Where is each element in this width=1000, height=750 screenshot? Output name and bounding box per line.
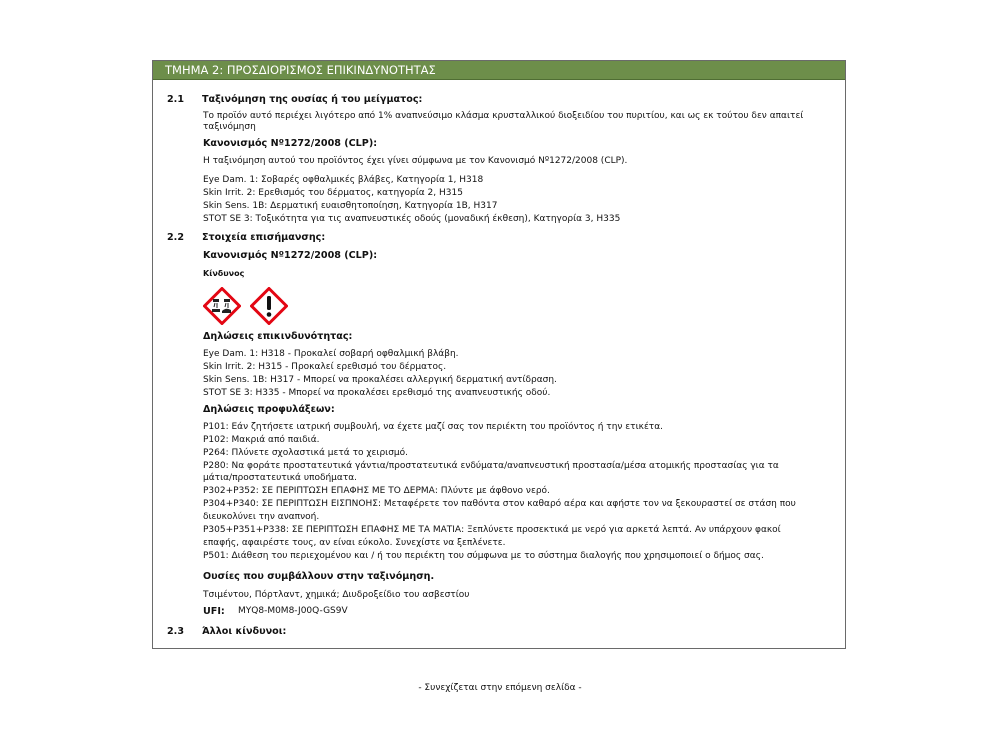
section-header: ΤΜΗΜΑ 2: ΠΡΟΣΔΙΟΡΙΣΜΟΣ ΕΠΙΚΙΝΔΥΝΟΤΗΤΑΣ <box>153 61 845 80</box>
ufi-label: UFI: <box>203 606 225 617</box>
precaution-statement: P280: Να φοράτε προστατευτικά γάντια/προστατευτικά ενδύματα/αναπνευστική προστασία/μέσα ατομικής προστασίας για τα <box>203 461 779 471</box>
precaution-statement: P101: Εάν ζητήσετε ιατρική συμβουλή, να έχετε μαζί σας τον περιέκτη του προϊόντος ή την ετικέτα. <box>203 422 664 432</box>
section-2-1-title: Ταξινόμηση της ουσίας ή του μείγματος: <box>202 94 423 105</box>
classification-item: Skin Irrit. 2: Ερεθισμός του δέρματος, κατηγορία 2, H315 <box>203 188 463 198</box>
precaution-statement: P304+P340: ΣΕ ΠΕΡΙΠΤΩΣΗ ΕΙΣΠΝΟΗΣ: Μεταφέρετε τον παθόντα στον καθαρό αέρα και αφήστε τον να ξεκουραστεί σε στάση που <box>203 499 796 509</box>
classification-item: Eye Dam. 1: Σοβαρές οφθαλμικές βλάβες, Κατηγορία 1, H318 <box>203 175 484 185</box>
document-frame <box>152 60 846 649</box>
precaution-statement: P102: Μακριά από παιδιά. <box>203 435 320 445</box>
precautionary-statements-title: Δηλώσεις προφυλάξεων: <box>203 404 335 415</box>
section-2-3-number: 2.3 <box>167 626 184 637</box>
classification-item: STOT SE 3: Τοξικότητα για τις αναπνευστικές οδούς (μοναδική έκθεση), Κατηγορία 3, H335 <box>203 214 621 224</box>
precaution-statement: P302+P352: ΣΕ ΠΕΡΙΠΤΩΣΗ ΕΠΑΦΗΣ ΜΕ ΤΟ ΔΕΡΜΑ: Πλύντε με άφθονο νερό. <box>203 486 550 496</box>
hazard-statement: Skin Sens. 1B: H317 - Μπορεί να προκαλέσει αλλεργική δερματική αντίδραση. <box>203 375 557 385</box>
hazard-statement: Skin Irrit. 2: H315 - Προκαλεί ερεθισμό του δέρματος. <box>203 362 447 372</box>
precaution-statement: P264: Πλύνετε σχολαστικά μετά το χειρισμό. <box>203 448 409 458</box>
ufi-value: MYQ8-M0M8-J00Q-GS9V <box>238 606 348 616</box>
precaution-statement: P501: Διάθεση του περιεχομένου και / ή του περιέκτη του σύμφωνα με το σύστημα διαλογής που χρησιμοποιεί ο δήμος σας. <box>203 551 764 561</box>
hazard-statement: Eye Dam. 1: H318 - Προκαλεί σοβαρή οφθαλμική βλάβη. <box>203 349 459 359</box>
hazard-statement: STOT SE 3: H335 - Μπορεί να προκαλέσει ερεθισμό της αναπνευστικής οδού. <box>203 388 551 398</box>
corrosion-icon <box>203 287 241 325</box>
section-2-2-number: 2.2 <box>167 232 184 243</box>
signal-word: Κίνδυνος <box>203 269 245 278</box>
section-2-1-number: 2.1 <box>167 94 184 105</box>
page-footer: - Συνεχίζεται στην επόμενη σελίδα - <box>418 683 582 693</box>
pictogram-row <box>203 287 288 325</box>
regulation-title: Κανονισμός Nº1272/2008 (CLP): <box>203 250 378 261</box>
precaution-statement: P305+P351+P338: ΣΕ ΠΕΡΙΠΤΩΣΗ ΕΠΑΦΗΣ ΜΕ ΤΑ ΜΑΤΙΑ: Ξεπλύνετε προσεκτικά με νερό για αρκετά λεπτά. Αν υπάρχουν φακοί <box>203 525 781 535</box>
intro-line-1: Το προϊόν αυτό περιέχει λιγότερο από 1% αναπνεύσιμο κλάσμα κρυσταλλικού διοξειδίου του πυριτίου, και ως εκ τούτου δεν απαιτεί <box>203 111 804 121</box>
section-2-3-title: Άλλοι κίνδυνοι: <box>202 626 287 637</box>
classification-item: Skin Sens. 1B: Δερματική ευαισθητοποίηση, Κατηγορία 1B, H317 <box>203 201 498 211</box>
exclamation-icon <box>250 287 288 325</box>
regulation-title: Κανονισμός Nº1272/2008 (CLP): <box>203 138 378 149</box>
contributing-substances-title: Ουσίες που συμβάλλουν στην ταξινόμηση. <box>203 571 435 582</box>
regulation-text: Η ταξινόμηση αυτού του προϊόντος έχει γίνει σύμφωνα με τον Κανονισμό Nº1272/2008 (CLP). <box>203 156 628 166</box>
intro-line-2: ταξινόμηση <box>203 122 256 132</box>
precaution-statement-cont: διευκολύνει την αναπνοή. <box>203 512 320 522</box>
hazard-statements-title: Δηλώσεις επικινδυνότητας: <box>203 331 353 342</box>
contributing-substances-text: Τσιμέντου, Πόρτλαντ, χημικά; Διυδροξείδιο του ασβεστίου <box>203 590 470 600</box>
section-2-2-title: Στοιχεία επισήμανσης: <box>202 232 326 243</box>
precaution-statement-cont: επαφής, αφαιρέστε τους, αν είναι εύκολο. Συνεχίστε να ξεπλένετε. <box>203 538 506 548</box>
precaution-statement-cont: μάτια/προστατευτικά υποδήματα. <box>203 473 358 483</box>
